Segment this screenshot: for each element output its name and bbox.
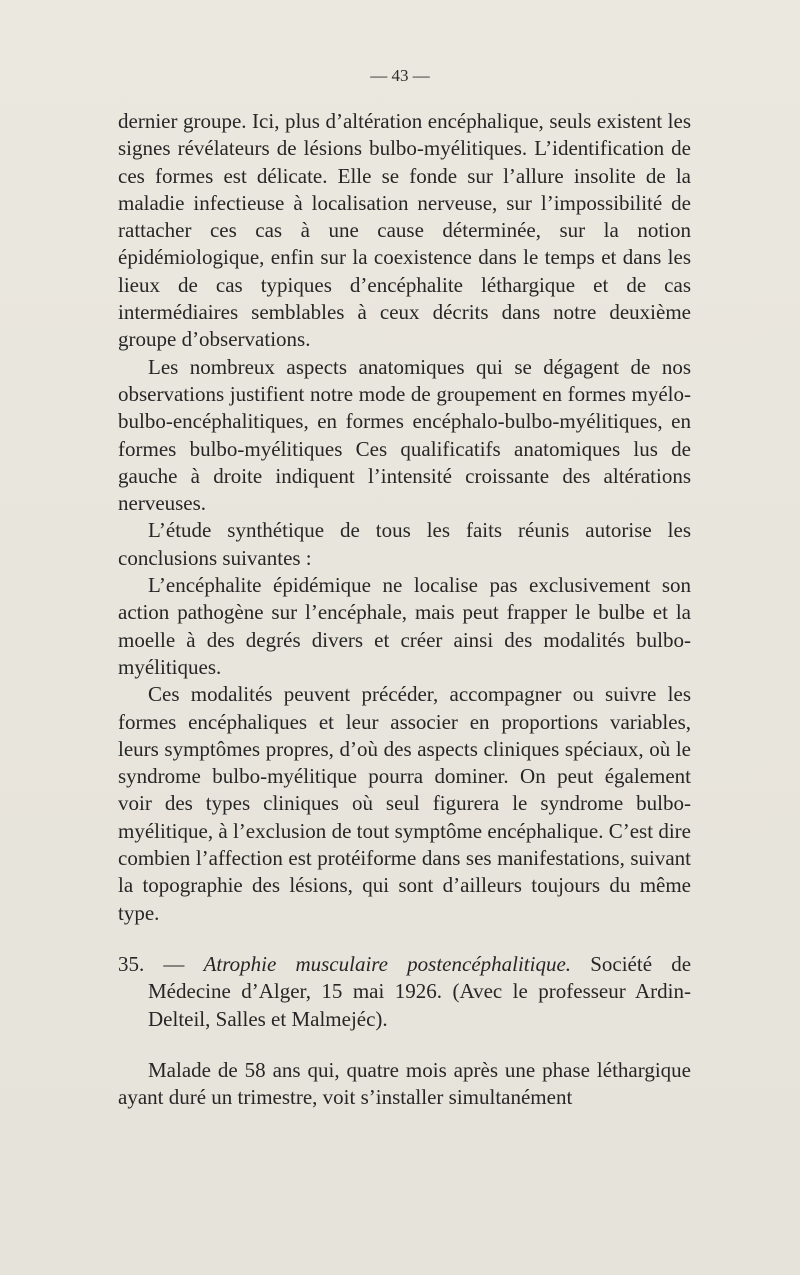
paragraph-4: L’encéphalite épidémique ne localise pas exclusivement son action pathogène sur l’encéphale, mais peut frapper le bulbe et la moelle à des degrés divers et créer ainsi des modalités bulbo-myélitiques. (118, 573, 691, 679)
page-number: — 43 — (370, 66, 430, 85)
paragraph-5: Ces modalités peuvent précéder, accompagner ou suivre les formes encéphaliques et leur associer en proportions variables, leurs symptômes propres, d’où des aspects cliniques spéciaux, où le syndrome bulbo-myélitique pourra dominer. On peut également voir des types cliniques où seul figurera le syndrome bulbo-myélitique, à l’exclusion de tout symptôme encéphalique. C’est dire combien l’affection est protéiforme dans ses manifestations, suivant la topographie des lésions, qui sont d’ailleurs toujours du même type. (118, 682, 691, 925)
reference-number: 35. — (118, 951, 185, 976)
reference-title: Atrophie musculaire postencéphalitique. (203, 951, 572, 976)
reference-entry (118, 951, 691, 1033)
paragraph-2: Les nombreux aspects anatomiques qui se dégagent de nos observations justifient notre mode de groupement en formes myélo-bulbo-encéphalitiques, en formes encéphalo-bulbo-myélitiques, en formes bulbo-myélitiques Ces qualificatifs anatomiques lus de gauche à droite indiquent l’intensité croissante des altérations nerveuses. (118, 354, 691, 516)
paragraph-1: dernier groupe. Ici, plus d’altération encéphalique, seuls existent les signes révélateurs de lésions bulbo-myélitiques. L’identification de ces formes est délicate. Elle se fonde sur l’allure insolite de la maladie infectieuse à localisation nerveuse, sur l’impossibilité de rattacher ces cas à une cause déterminée, sur la notion épidémiologique, enfin sur la coexistence dans le temps et dans les lieux de cas typiques d’encéphalite léthargique et de cas intermédiaires semblables à ceux décrits dans notre deuxième groupe d’observations. (118, 109, 691, 352)
reference-details: Société de Médecine d’Alger, 15 mai 1926. (Avec le professeur Ardin-Delteil, Salles et Malmejéc). (148, 951, 692, 1031)
paragraph-final: Malade de 58 ans qui, quatre mois après une phase léthargique ayant duré un trimestre, voit s’installer simultanément (118, 1057, 691, 1110)
paragraph-3: L’étude synthétique de tous les faits réunis autorise les conclusions suivantes : (118, 518, 691, 570)
body-text (118, 108, 691, 1111)
